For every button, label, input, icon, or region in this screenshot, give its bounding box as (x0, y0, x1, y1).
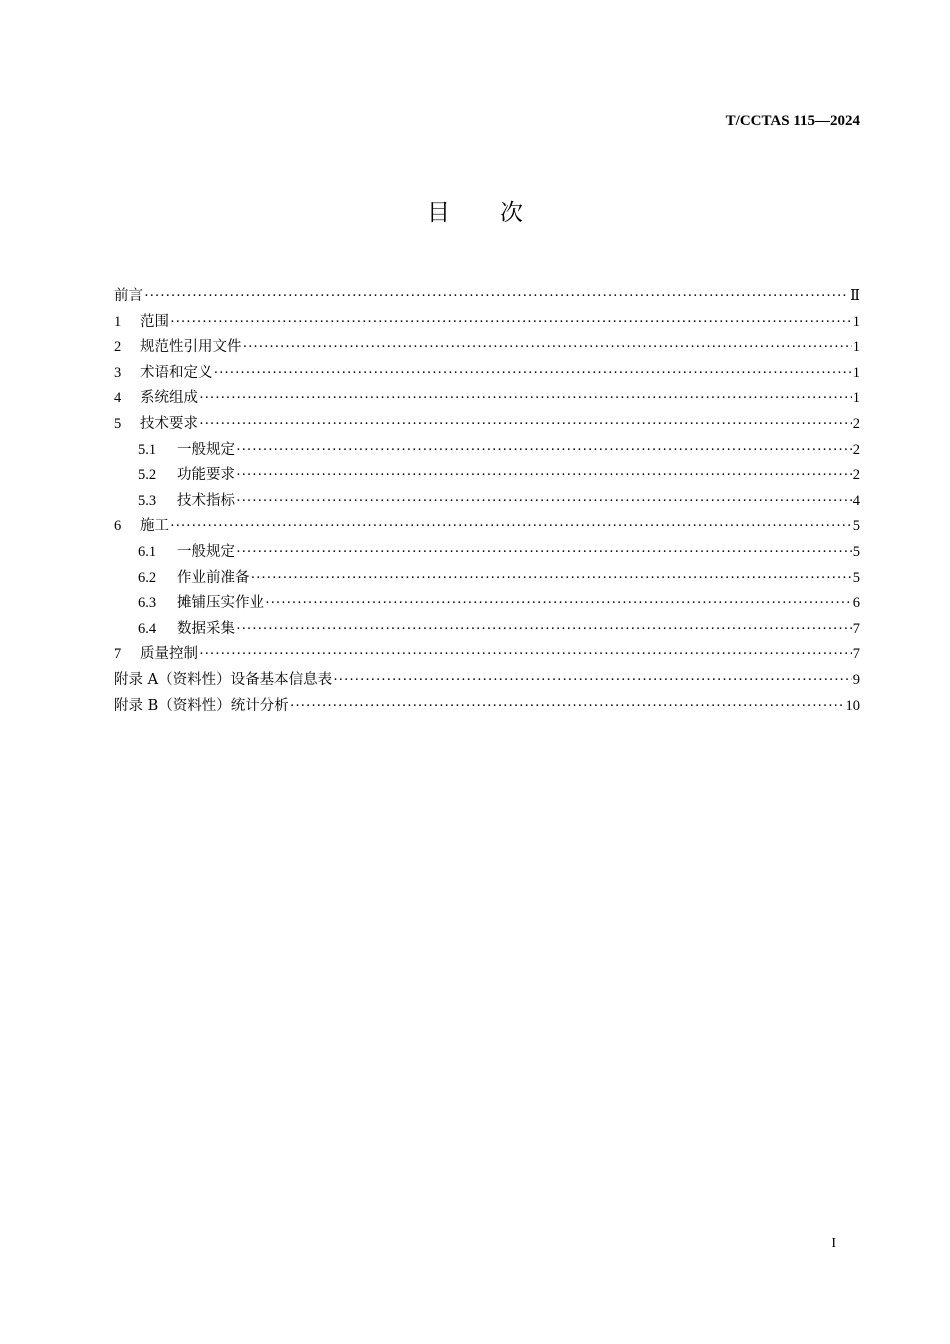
toc-entry-number: 6.2 (138, 569, 157, 586)
toc-entry-page: 1 (852, 390, 860, 407)
toc-entry-number: 5.2 (138, 467, 157, 484)
toc-entry-construction[interactable] (114, 514, 860, 540)
toc-entry-6-3[interactable] (114, 591, 860, 617)
toc-entry-title: 附录 B（资料性）统计分析 (114, 697, 289, 714)
toc-title-right: 次 (500, 200, 523, 226)
toc-entry-page: 6 (852, 595, 860, 612)
toc-leader-dots (170, 514, 852, 540)
toc-entry-page: 2 (852, 415, 860, 432)
toc-entry-number: 6.4 (138, 620, 157, 637)
toc-entry-page: 5 (852, 569, 860, 586)
toc-leader-dots (236, 463, 852, 489)
toc-entry-quality-control[interactable] (114, 642, 860, 668)
toc-leader-dots (236, 540, 852, 566)
toc-entry-foreword[interactable] (114, 284, 860, 310)
toc-entry-page: 5 (852, 518, 860, 535)
toc-entry-technical-requirements[interactable] (114, 412, 860, 438)
toc-entry-title: 技术指标 (177, 492, 235, 509)
toc-entry-title: 一般规定 (177, 441, 235, 458)
toc-entry-number: 5.1 (138, 441, 157, 458)
toc-leader-dots (236, 438, 852, 464)
toc-entry-6-4[interactable] (114, 617, 860, 643)
toc-entry-number: 5.3 (138, 492, 157, 509)
toc-entry-scope[interactable] (114, 310, 860, 336)
toc-entry-title: 功能要求 (177, 467, 235, 484)
toc-entry-title: 施工 (140, 518, 169, 535)
toc-leader-dots (265, 591, 852, 617)
toc-leader-dots (144, 284, 849, 310)
toc-leader-dots (199, 386, 852, 412)
toc-entry-title: 数据采集 (177, 620, 235, 637)
page-number: I (831, 1236, 836, 1251)
toc-entry-annex-b[interactable] (114, 694, 860, 720)
toc-entry-page: 1 (852, 313, 860, 330)
toc-entry-6-1[interactable] (114, 540, 860, 566)
toc-entry-system-composition[interactable] (114, 386, 860, 412)
toc-entry-page: 7 (852, 646, 860, 663)
toc-leader-dots (290, 694, 845, 720)
toc-entry-normative-references[interactable] (114, 335, 860, 361)
toc-entry-title: 技术要求 (140, 415, 198, 432)
toc-entry-title: 附录 A（资料性）设备基本信息表 (114, 671, 333, 688)
toc-entry-page: 2 (852, 441, 860, 458)
table-of-contents (114, 284, 860, 719)
toc-leader-dots (199, 642, 852, 668)
toc-entry-page: 1 (852, 364, 860, 381)
toc-leader-dots (251, 566, 852, 592)
toc-entry-5-2[interactable] (114, 463, 860, 489)
toc-title-left: 目 (427, 200, 450, 226)
toc-leader-dots (236, 489, 852, 515)
toc-entry-5-3[interactable] (114, 489, 860, 515)
toc-entry-page: 4 (852, 492, 860, 509)
toc-leader-dots (243, 335, 852, 361)
toc-entry-page: 1 (852, 339, 860, 356)
toc-entry-title: 范围 (140, 313, 169, 330)
toc-entry-title: 术语和定义 (140, 364, 213, 381)
toc-entry-title: 一般规定 (177, 543, 235, 560)
toc-entry-title: 规范性引用文件 (140, 339, 242, 356)
toc-entry-number: 2 (114, 339, 122, 356)
toc-entry-page: Ⅱ (850, 288, 860, 304)
toc-entry-title: 前言 (114, 288, 143, 304)
toc-entry-annex-a[interactable] (114, 668, 860, 694)
toc-leader-dots (170, 310, 852, 336)
toc-entry-number: 3 (114, 364, 122, 381)
toc-title (0, 198, 950, 228)
toc-entry-number: 1 (114, 313, 122, 330)
toc-leader-dots (236, 617, 852, 643)
toc-entry-terms-definitions[interactable] (114, 361, 860, 387)
toc-entry-page: 10 (845, 697, 860, 714)
toc-entry-number: 4 (114, 390, 122, 407)
toc-entry-page: 5 (852, 543, 860, 560)
toc-entry-page: 2 (852, 467, 860, 484)
document-code: T/CCTAS 115—2024 (725, 113, 860, 129)
toc-entry-number: 7 (114, 646, 122, 663)
toc-entry-title: 作业前准备 (177, 569, 250, 586)
toc-entry-title: 摊铺压实作业 (177, 595, 264, 612)
toc-entry-page: 9 (852, 671, 860, 688)
toc-entry-number: 5 (114, 415, 122, 432)
toc-leader-dots (214, 361, 852, 387)
toc-entry-number: 6.3 (138, 595, 157, 612)
toc-entry-title: 质量控制 (140, 646, 198, 663)
toc-entry-title: 系统组成 (140, 390, 198, 407)
toc-leader-dots (333, 668, 852, 694)
toc-leader-dots (199, 412, 852, 438)
toc-entry-6-2[interactable] (114, 566, 860, 592)
toc-entry-number: 6 (114, 518, 122, 535)
toc-entry-5-1[interactable] (114, 438, 860, 464)
toc-entry-page: 7 (852, 620, 860, 637)
toc-entry-number: 6.1 (138, 543, 157, 560)
